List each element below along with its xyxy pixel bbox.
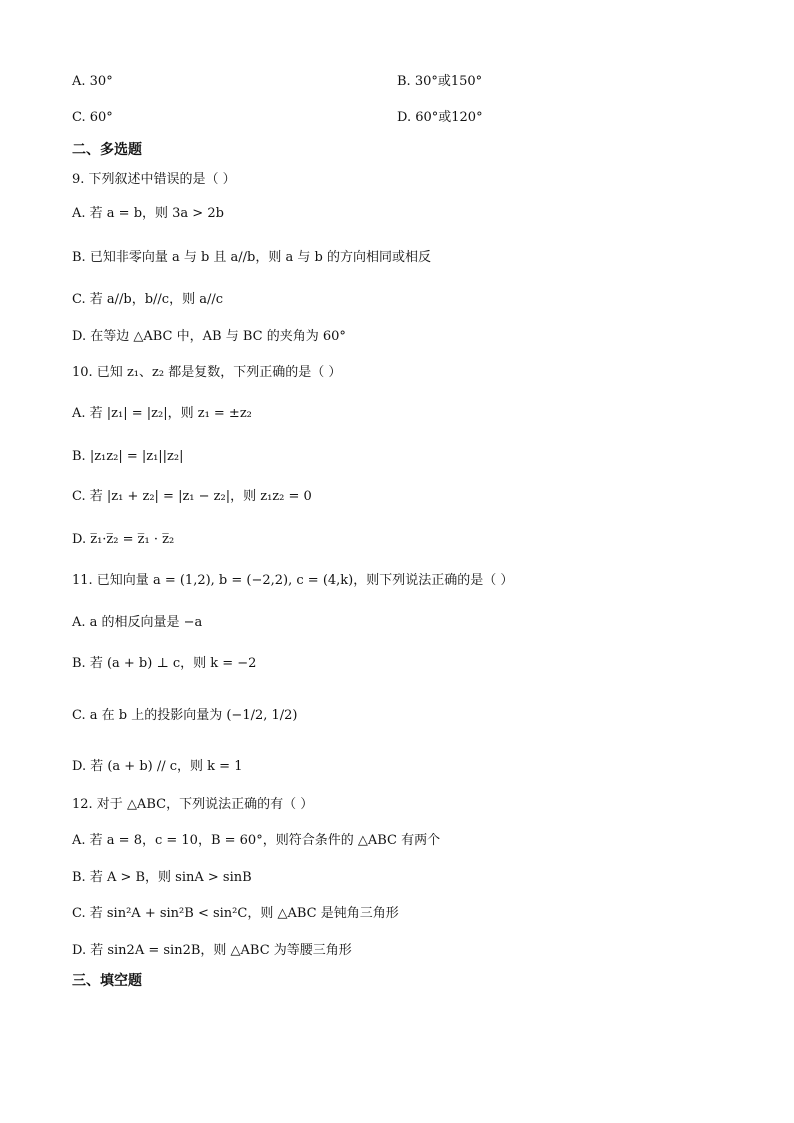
q11-stem: 11. 已知向量 a = (1,2), b = (−2,2), c = (4,k)，则下列说法正确的是（ ）	[72, 573, 514, 588]
q11-option-b: B. 若 (a + b) ⊥ c，则 k = −2	[72, 656, 257, 671]
q9-option-b: B. 已知非零向量 a 与 b 且 a//b，则 a 与 b 的方向相同或相反	[72, 250, 431, 265]
q11-option-d: D. 若 (a + b) // c，则 k = 1	[72, 759, 243, 774]
q9-option-a: A. 若 a = b，则 3a > 2b	[72, 206, 224, 221]
q12-option-a: A. 若 a = 8，c = 10，B = 60°，则符合条件的 △ABC 有两个	[72, 833, 441, 848]
q9-option-c: C. 若 a//b，b//c，则 a//c	[72, 292, 223, 307]
prev-option-c: C. 60°	[72, 110, 113, 125]
q10-option-d: D. z̅₁·z̅₂ = z̅₁ · z̅₂	[72, 532, 175, 547]
prev-option-b: B. 30°或150°	[397, 74, 483, 89]
section-heading-multiple-choice: 二、多选题	[72, 142, 142, 158]
q11-option-c: C. a 在 b 上的投影向量为 (−1/2, 1/2)	[72, 708, 298, 723]
q12-stem: 12. 对于 △ABC，下列说法正确的有（ ）	[72, 797, 314, 812]
q11-option-a: A. a 的相反向量是 −a	[72, 615, 203, 630]
q10-option-b: B. |z₁z₂| = |z₁||z₂|	[72, 449, 184, 464]
q12-option-d: D. 若 sin2A = sin2B，则 △ABC 为等腰三角形	[72, 943, 352, 958]
section-heading-fill-in: 三、填空题	[72, 973, 142, 989]
prev-option-a: A. 30°	[72, 74, 113, 89]
q10-option-c: C. 若 |z₁ + z₂| = |z₁ − z₂|，则 z₁z₂ = 0	[72, 489, 312, 504]
q12-option-b: B. 若 A > B，则 sinA > sinB	[72, 870, 252, 885]
q10-option-a: A. 若 |z₁| = |z₂|，则 z₁ = ±z₂	[72, 406, 252, 421]
q9-stem: 9. 下列叙述中错误的是（ ）	[72, 172, 236, 187]
q9-option-d: D. 在等边 △ABC 中，AB 与 BC 的夹角为 60°	[72, 329, 346, 344]
q10-stem: 10. 已知 z₁、z₂ 都是复数，下列正确的是（ ）	[72, 365, 342, 380]
prev-option-d: D. 60°或120°	[397, 110, 483, 125]
q12-option-c: C. 若 sin²A + sin²B < sin²C，则 △ABC 是钝角三角形	[72, 906, 399, 921]
